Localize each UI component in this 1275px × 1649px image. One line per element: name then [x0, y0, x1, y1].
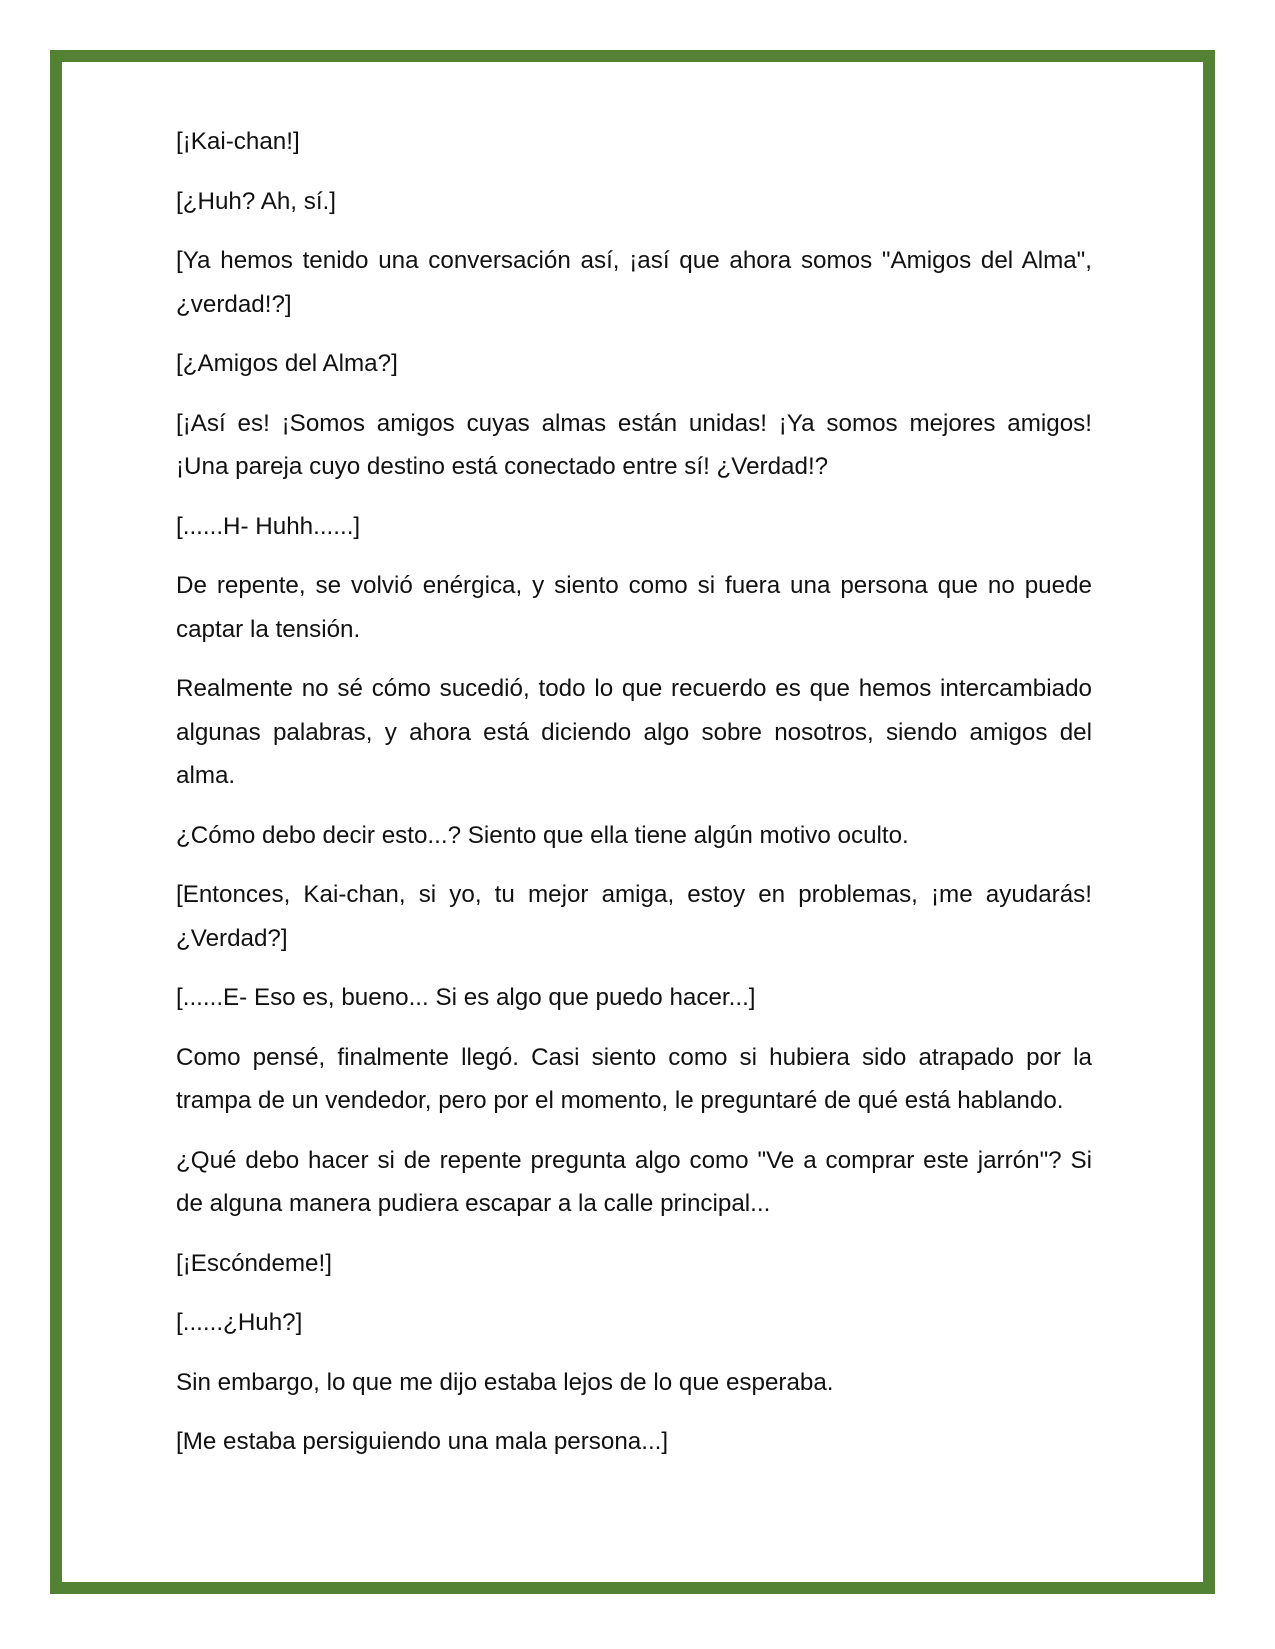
document-body	[176, 120, 1092, 1480]
paragraph: ¿Qué debo hacer si de repente pregunta algo como "Ve a comprar este jarrón"? Si de alguna manera pudiera escapar a la calle principal...	[176, 1146, 1092, 1217]
paragraph: Sin embargo, lo que me dijo estaba lejos de lo que esperaba.	[176, 1368, 834, 1396]
paragraph: [......¿Huh?]	[176, 1309, 303, 1336]
paragraph: Como pensé, finalmente llegó. Casi siento como si hubiera sido atrapado por la trampa de un vendedor, pero por el momento, le preguntaré de qué está hablando.	[176, 1043, 1092, 1114]
paragraph: [¡Así es! ¡Somos amigos cuyas almas están unidas! ¡Ya somos mejores amigos! ¡Una pareja cuyo destino está conectado entre sí! ¿Verdad!?	[176, 409, 1092, 480]
paragraph: [Ya hemos tenido una conversación así, ¡así que ahora somos "Amigos del Alma", ¿verdad!?]	[176, 247, 1092, 318]
paragraph: ¿Cómo debo decir esto...? Siento que ella tiene algún motivo oculto.	[176, 821, 909, 849]
paragraph: [¿Huh? Ah, sí.]	[176, 187, 336, 215]
paragraph: De repente, se volvió enérgica, y siento como si fuera una persona que no puede captar la tensión.	[176, 572, 1092, 643]
paragraph: [......E- Eso es, bueno... Si es algo que puedo hacer...]	[176, 984, 756, 1011]
paragraph: Realmente no sé cómo sucedió, todo lo que recuerdo es que hemos intercambiado algunas palabras, y ahora está diciendo algo sobre nosotros, siendo amigos del alma.	[176, 675, 1092, 789]
paragraph: [......H- Huhh......]	[176, 512, 361, 540]
paragraph: [¡Kai-chan!]	[176, 128, 300, 155]
paragraph: [¡Escóndeme!]	[176, 1249, 332, 1277]
paragraph: [Me estaba persiguiendo una mala persona...]	[176, 1428, 669, 1455]
paragraph: [Entonces, Kai-chan, si yo, tu mejor amiga, estoy en problemas, ¡me ayudarás! ¿Verdad?]	[176, 881, 1092, 952]
paragraph: [¿Amigos del Alma?]	[176, 350, 398, 377]
